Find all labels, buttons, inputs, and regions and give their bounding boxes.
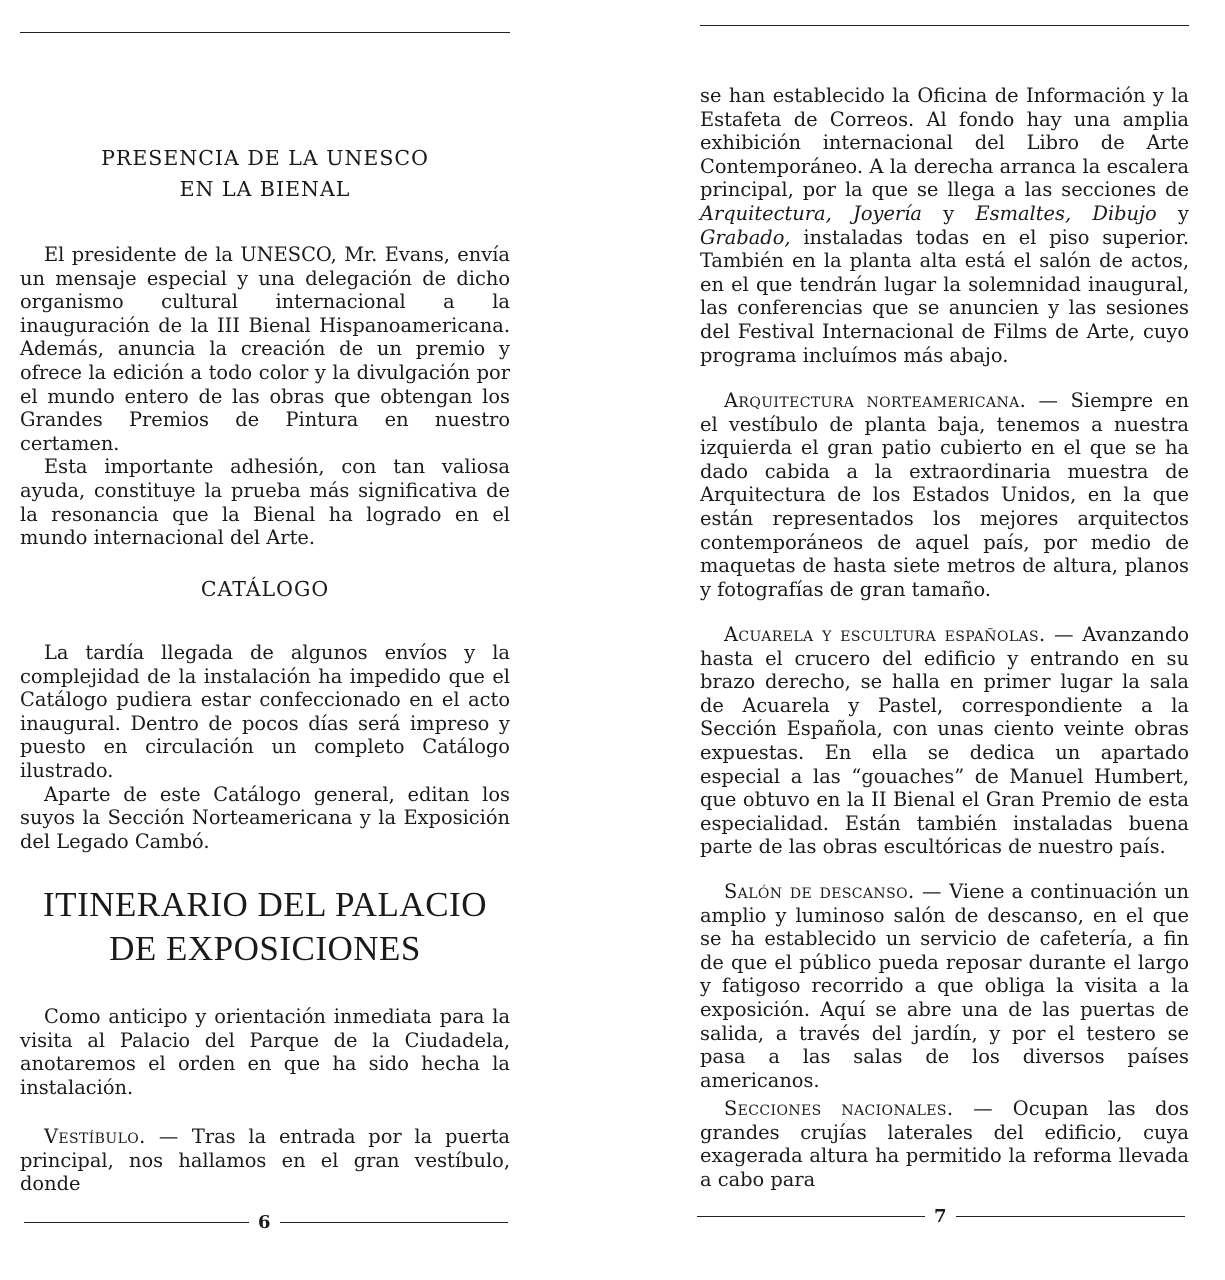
vestibulo-text: Tras la entrada por la puerta principal, nos hallamos en el gran vestíbulo, donde: [20, 1125, 510, 1196]
salon-paragraph: [700, 880, 1189, 1092]
secciones-paragraph: [700, 1097, 1189, 1191]
arquitectura-text: Siempre en el vestíbulo de planta baja, tenemos a nuestra izquierda el gran patio cubierto en el que se ha dado cabida a la extraordinaria muestra de Arquitectura de los Estados Unidos, en la que están representados los mejores arquitectos contemporáneos de aquel país, por medio de maquetas de hasta siete metros de altura, planos y fotografías de gran tamaño.: [700, 389, 1189, 601]
top-rule-left: [20, 32, 510, 33]
unesco-paragraph-1: El presidente de la UNESCO, Mr. Evans, envía un mensaje especial y una delegación de dicho organismo cultural internacional a la inauguración de la III Bienal Hispanoamericana. Además, anuncia la creación de un premio y ofrece la edición a todo color y la divulgación por el mundo entero de las obras que obtengan los Grandes Premios de Pintura en nuestro certamen.: [20, 243, 510, 455]
vestibulo-cont-text-a: se han establecido la Oficina de Información y la Estafeta de Correos. Al fondo hay una amplia exhibición internacional del Libro de Arte Contemporáneo. A la derecha arranca la escalera principal, por la que se llega a las secciones de: [700, 84, 1189, 202]
conjunction-2: y: [1156, 201, 1189, 225]
page-number-right: 7: [934, 1206, 947, 1227]
italic-esmaltes: Esmaltes, Dibujo: [975, 201, 1157, 225]
salon-lead: Salón de descanso. —: [724, 880, 950, 903]
top-rule-right: [700, 25, 1189, 26]
italic-arquitectura: Arquitectura, Joyería: [700, 201, 922, 225]
italic-grabado: Grabado,: [700, 225, 791, 249]
vestibulo-cont-text-b: instaladas todas en el piso superior. También en la planta alta está el salón de actos, en el que tendrán lugar la solemnidad inaugural, las conferencias que se anuncien y las sesiones del Festival Internacional de Films de Arte, cuyo programa incluímos más abajo.: [700, 225, 1189, 367]
secciones-lead: Secciones nacionales. —: [724, 1097, 1013, 1120]
catalogo-paragraph-1: La tardía llegada de algunos envíos y la complejidad de la instalación ha impedido que el Catálogo pudiera estar confeccionado en el acto inaugural. Dentro de pocos días será impreso y puesto en circulación un completo Catálogo ilustrado.: [20, 641, 510, 782]
footer-rule-right-b: [956, 1216, 1185, 1217]
acuarela-paragraph: [700, 623, 1189, 859]
salon-text: Viene a continuación un amplio y luminoso salón de descanso, en el que se ha establecido un servicio de cafetería, a fin de que el público pueda reposar durante el largo y fatigoso recorrido a que obliga la visita a la exposición. Aquí se abre una de las puertas de salida, a través del jardín, y por el testero se pasa a las salas de los diversos países americanos.: [700, 880, 1189, 1092]
arquitectura-lead: Arquitectura norteamericana. —: [724, 389, 1071, 412]
vestibulo-lead: Vestíbulo. —: [44, 1125, 192, 1148]
footer-rule-right-a: [697, 1216, 925, 1217]
vestibulo-paragraph: [20, 1125, 510, 1196]
itinerario-title-line2: DE EXPOSICIONES: [109, 929, 421, 968]
unesco-section: [20, 143, 510, 205]
arquitectura-paragraph: [700, 389, 1189, 601]
catalogo-paragraph-2: Aparte de este Catálogo general, editan los suyos la Sección Norteamericana y la Exposición del Legado Cambó.: [20, 782, 510, 853]
acuarela-text: Avanzando hasta el crucero del edificio y entrando en su brazo derecho, se halla en primer lugar la sala de Acuarela y Pastel, correspondiente a la Sección Española, con unas ciento veinte obras expuestas. En ella se dedica un apartado especial a las “gouaches” de Manuel Humbert, que obtuvo en la II Bienal el Gran Premio de esta especialidad. Están también instaladas buena parte de las obras escultóricas de nuestro país.: [700, 623, 1189, 859]
itinerario-paragraph: Como anticipo y orientación inmediata para la visita al Palacio del Parque de la Ciudadela, anotaremos el orden en que ha sido hecha la instalación.: [20, 1005, 510, 1099]
footer-rule-left-a: [24, 1222, 249, 1223]
vestibulo-continuation: [700, 84, 1189, 367]
secciones-text: Ocupan las dos grandes crujías laterales del edificio, cuya exagerada altura ha permitido la reforma llevada a cabo para: [700, 1097, 1189, 1191]
page-number-left: 6: [258, 1212, 271, 1233]
unesco-paragraph-2: Esta importante adhesión, con tan valiosa ayuda, constituye la prueba más significativa de la resonancia que la Bienal ha logrado en el mundo internacional del Arte.: [20, 455, 510, 550]
itinerario-title-line1: ITINERARIO DEL PALACIO: [43, 885, 487, 924]
acuarela-lead: Acuarela y escultura españolas. —: [724, 623, 1083, 646]
catalogo-heading: CATÁLOGO: [200, 577, 330, 601]
footer-rule-left-b: [280, 1222, 508, 1223]
unesco-heading-line1: PRESENCIA DE LA UNESCO: [101, 146, 429, 170]
unesco-heading-line2: EN LA BIENAL: [179, 177, 351, 201]
conjunction-1: y: [921, 201, 976, 225]
